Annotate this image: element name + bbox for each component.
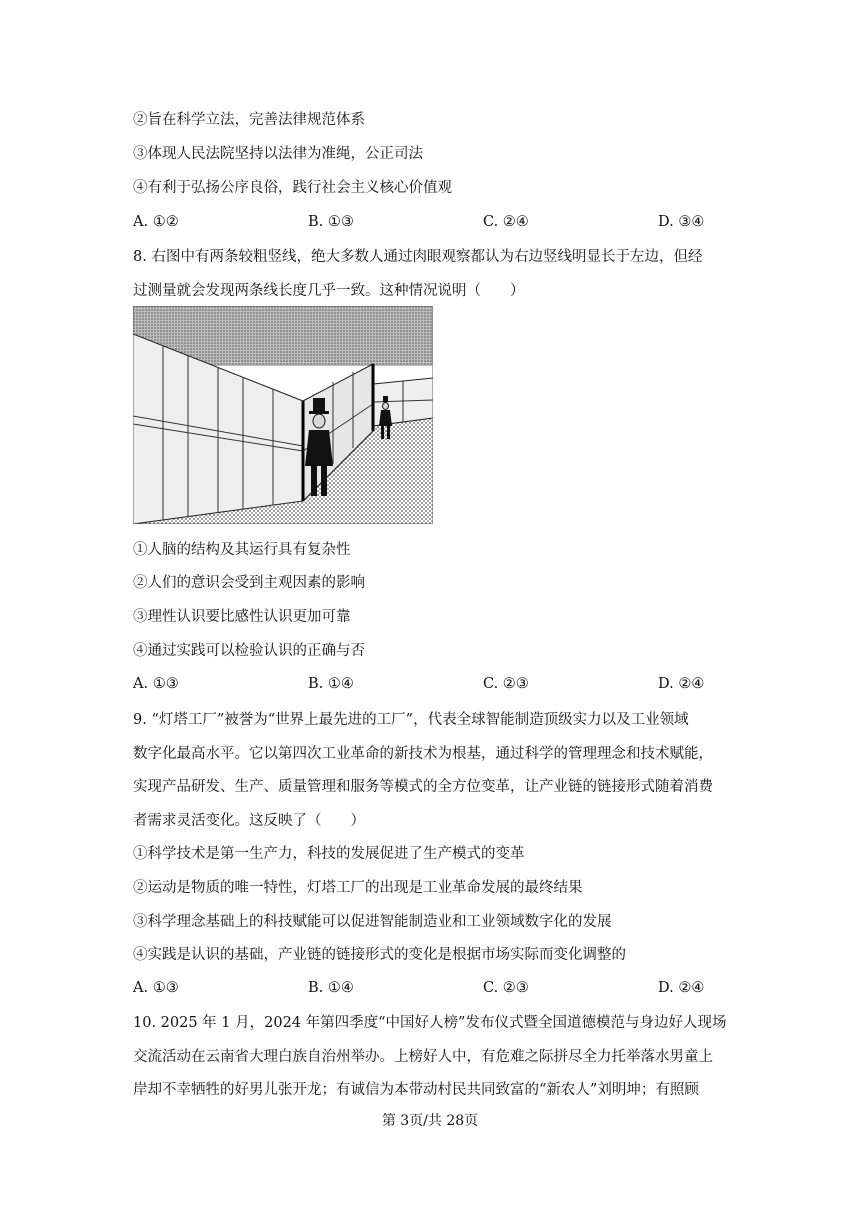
q9-choice-b: B. ①④: [308, 980, 354, 996]
q9-stem-line-3: 实现产品研发、生产、质量管理和服务等模式的全方位变革，让产业链的链接形式随着消费: [133, 779, 713, 795]
illusion-figure: [133, 306, 433, 524]
q9-option-2: ②运动是物质的唯一特性，灯塔工厂的出现是工业革命发展的最终结果: [133, 880, 583, 896]
q8-choice-b: B. ①④: [308, 676, 354, 692]
q8-option-2: ②人们的意识会受到主观因素的影响: [133, 575, 365, 591]
q7-choice-d: D. ③④: [658, 214, 705, 230]
q9-option-1: ①科学技术是第一生产力，科技的发展促进了生产模式的变革: [133, 846, 525, 862]
q7-option-4: ④有利于弘扬公序良俗，践行社会主义核心价值观: [133, 180, 452, 196]
q8-choice-d: D. ②④: [658, 676, 705, 692]
q9-stem-line-2: 数字化最高水平。它以第四次工业革命的新技术为根基，通过科学的管理理念和技术赋能，: [133, 746, 713, 762]
q9-stem-line-1: 9. “灯塔工厂”被誉为“世界上最先进的工厂”，代表全球智能制造顶级实力以及工业领域: [133, 712, 689, 728]
q9-choice-a: A. ①③: [133, 980, 179, 996]
q8-stem-line-1: 8. 右图中有两条较粗竖线，绝大多数人通过肉眼观察都认为右边竖线明显长于左边，但经: [133, 249, 703, 265]
q7-choice-c: C. ②④: [483, 214, 529, 230]
q9-stem-line-4: 者需求灵活变化。这反映了（ ）: [133, 813, 365, 829]
q9-choice-c: C. ②③: [483, 980, 529, 996]
q7-choice-b: B. ①③: [308, 214, 354, 230]
q10-stem-line-2: 交流活动在云南省大理白族自治州举办。上榜好人中，有危难之际拼尽全力托举落水男童上: [133, 1049, 713, 1065]
q8-choices: [133, 676, 733, 696]
q8-option-3: ③理性认识要比感性认识更加可靠: [133, 609, 351, 625]
q9-option-4: ④实践是认识的基础，产业链的链接形式的变化是根据市场实际而变化调整的: [133, 947, 626, 963]
q8-option-4: ④通过实践可以检验认识的正确与否: [133, 643, 365, 659]
q9-choice-d: D. ②④: [658, 980, 705, 996]
q9-option-3: ③科学理念基础上的科技赋能可以促进智能制造业和工业领域数字化的发展: [133, 914, 612, 930]
q8-stem-line-2: 过测量就会发现两条线长度几乎一致。这种情况说明（ ）: [133, 283, 525, 299]
q8-choice-a: A. ①③: [133, 676, 179, 692]
q7-option-2: ②旨在科学立法，完善法律规范体系: [133, 112, 365, 128]
q10-stem-line-1: 10. 2025 年 1 月，2024 年第四季度“中国好人榜”发布仪式暨全国道德模范与身边好人现场: [133, 1015, 727, 1031]
page-footer: 第 3页/共 28页: [381, 1113, 479, 1129]
q7-option-3: ③体现人民法院坚持以法律为准绳，公正司法: [133, 146, 423, 162]
q8-option-1: ①人脑的结构及其运行具有复杂性: [133, 542, 351, 558]
q7-choice-a: A. ①②: [133, 214, 179, 230]
q8-choice-c: C. ②③: [483, 676, 529, 692]
q7-choices: [133, 214, 733, 234]
q9-choices: [133, 980, 733, 1000]
q10-stem-line-3: 岸却不幸牺牲的好男儿张开龙；有诚信为本带动村民共同致富的“新农人”刘明坤；有照顾: [133, 1082, 699, 1098]
